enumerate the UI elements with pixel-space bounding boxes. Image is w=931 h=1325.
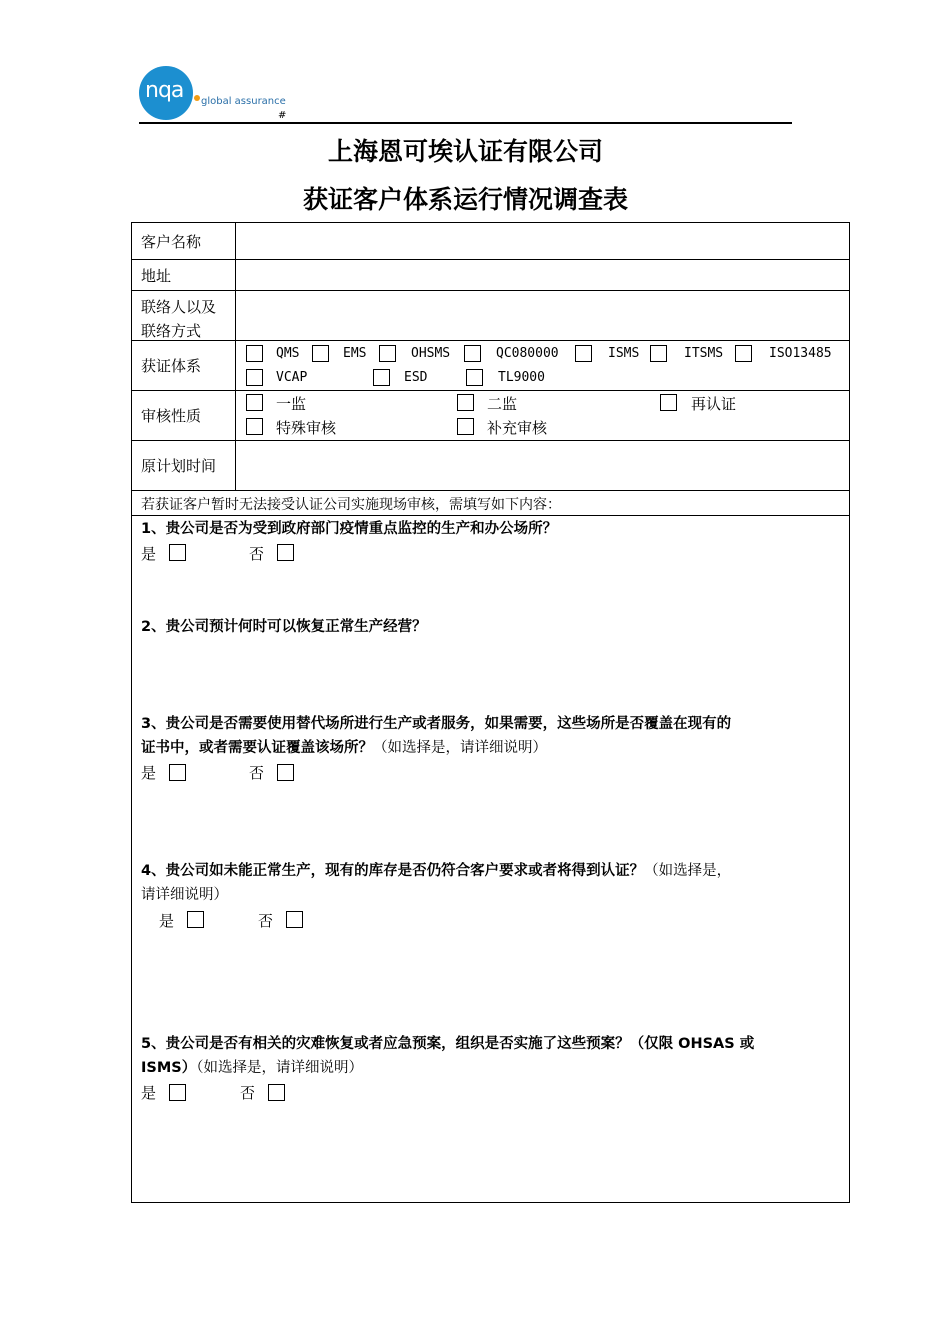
logo-dot — [194, 95, 200, 101]
checkbox-vcap[interactable] — [246, 369, 263, 386]
option-vcap: VCAP — [276, 370, 308, 385]
checkbox-qc080000[interactable] — [464, 345, 481, 362]
q1-no-checkbox[interactable] — [277, 544, 294, 561]
checkbox-recertification[interactable] — [660, 394, 677, 411]
notice-text: 若获证客户暂时无法接受认证公司实施现场审核，需填写如下内容： — [141, 497, 561, 513]
q4-yes-checkbox[interactable] — [187, 911, 204, 928]
form-title: 获证客户体系运行情况调查表 — [302, 185, 628, 214]
checkbox-iso13485[interactable] — [735, 345, 752, 362]
logo-wordmark: nqa — [145, 78, 184, 103]
q1-yes-label: 是 — [141, 545, 157, 563]
contact-field[interactable] — [236, 291, 849, 340]
header-rule — [139, 122, 792, 124]
option-iso13485: ISO13485 — [769, 346, 832, 361]
question-4-note2: 请详细说明） — [141, 887, 228, 903]
checkbox-special-audit[interactable] — [246, 418, 263, 435]
question-4 — [141, 859, 841, 907]
option-special-audit: 特殊审核 — [276, 419, 337, 437]
question-4-line1: 4、贵公司如未能正常生产，现有的库存是否仍符合客户要求或者将得到认证？ — [141, 863, 645, 879]
checkbox-ems[interactable] — [312, 345, 329, 362]
certified-system-label: 获证体系 — [132, 341, 236, 390]
option-itsms: ITSMS — [684, 346, 724, 361]
q3-no-checkbox[interactable] — [277, 764, 294, 781]
option-second-surveillance: 二监 — [487, 395, 518, 413]
option-esd: ESD — [404, 370, 428, 385]
checkbox-qms[interactable] — [246, 345, 263, 362]
contact-label-line1: 联络人以及 — [141, 298, 217, 316]
q3-yes-label: 是 — [141, 764, 157, 782]
checkbox-isms[interactable] — [575, 345, 592, 362]
row-address — [132, 260, 849, 291]
option-ems: EMS — [343, 346, 367, 361]
contact-label — [132, 291, 236, 340]
row-audit-type — [132, 391, 849, 441]
address-field[interactable] — [236, 260, 849, 290]
question-3-note: （如选择是，请详细说明） — [373, 740, 547, 756]
row-contact — [132, 291, 849, 341]
company-name: 上海恩可埃认证有限公司 — [327, 137, 603, 166]
logo-tagline: global assurance — [201, 96, 286, 107]
row-planned-time — [132, 441, 849, 491]
checkbox-first-surveillance[interactable] — [246, 394, 263, 411]
row-notice — [132, 491, 849, 516]
option-recertification: 再认证 — [691, 395, 737, 413]
planned-time-label: 原计划时间 — [132, 441, 236, 490]
question-5-note: （如选择是，请详细说明） — [196, 1060, 363, 1076]
option-first-surveillance: 一监 — [276, 395, 307, 413]
q3-no-label: 否 — [249, 764, 265, 782]
q4-no-checkbox[interactable] — [286, 911, 303, 928]
planned-time-field[interactable] — [236, 441, 849, 490]
question-1: 1、贵公司是否为受到政府部门疫情重点监控的生产和办公场所？ — [141, 521, 558, 537]
certified-system-options — [236, 341, 849, 390]
checkbox-itsms[interactable] — [650, 345, 667, 362]
checkbox-ohsms[interactable] — [379, 345, 396, 362]
contact-label-line2: 联络方式 — [141, 322, 202, 340]
q1-yes-checkbox[interactable] — [169, 544, 186, 561]
option-tl9000: TL9000 — [498, 370, 545, 385]
address-label: 地址 — [132, 260, 236, 290]
option-supplementary-audit: 补充审核 — [487, 419, 548, 437]
nqa-logo — [139, 66, 299, 122]
audit-type-options — [236, 391, 849, 440]
q5-no-checkbox[interactable] — [268, 1084, 285, 1101]
question-3-line1: 3、贵公司是否需要使用替代场所进行生产或者服务，如果需要，这些场所是否覆盖在现有的 — [141, 716, 732, 732]
q1-no-label: 否 — [249, 545, 265, 563]
question-5-line1: 5、贵公司是否有相关的灾难恢复或者应急预案，组织是否实施了这些预案？（仅限 OHSAS 或 — [141, 1036, 755, 1052]
q5-yes-checkbox[interactable] — [169, 1084, 186, 1101]
questions-area — [132, 516, 849, 1202]
question-5-line2: ISMS） — [141, 1060, 197, 1076]
question-5 — [141, 1032, 841, 1080]
question-3-line2: 证书中，或者需要认证覆盖该场所？ — [141, 740, 373, 756]
option-qms: QMS — [276, 346, 300, 361]
customer-name-label: 客户名称 — [132, 223, 236, 259]
question-4-note1: （如选择是， — [644, 863, 732, 879]
option-isms: ISMS — [608, 346, 640, 361]
option-ohsms: OHSMS — [411, 346, 451, 361]
survey-form — [131, 222, 850, 1203]
row-customer-name — [132, 223, 849, 260]
q5-yes-label: 是 — [141, 1084, 157, 1102]
question-2: 2、贵公司预计何时可以恢复正常生产经营？ — [141, 619, 427, 635]
checkbox-esd[interactable] — [373, 369, 390, 386]
checkbox-supplementary-audit[interactable] — [457, 418, 474, 435]
q4-no-label: 否 — [258, 912, 274, 930]
checkbox-tl9000[interactable] — [466, 369, 483, 386]
customer-name-field[interactable] — [236, 223, 849, 259]
q5-no-label: 否 — [240, 1084, 256, 1102]
row-certified-system — [132, 341, 849, 391]
header-hash: # — [278, 110, 287, 121]
audit-type-label: 审核性质 — [132, 391, 236, 440]
q4-yes-label: 是 — [159, 912, 175, 930]
question-3 — [141, 712, 841, 760]
checkbox-second-surveillance[interactable] — [457, 394, 474, 411]
option-qc080000: QC080000 — [496, 346, 559, 361]
q3-yes-checkbox[interactable] — [169, 764, 186, 781]
